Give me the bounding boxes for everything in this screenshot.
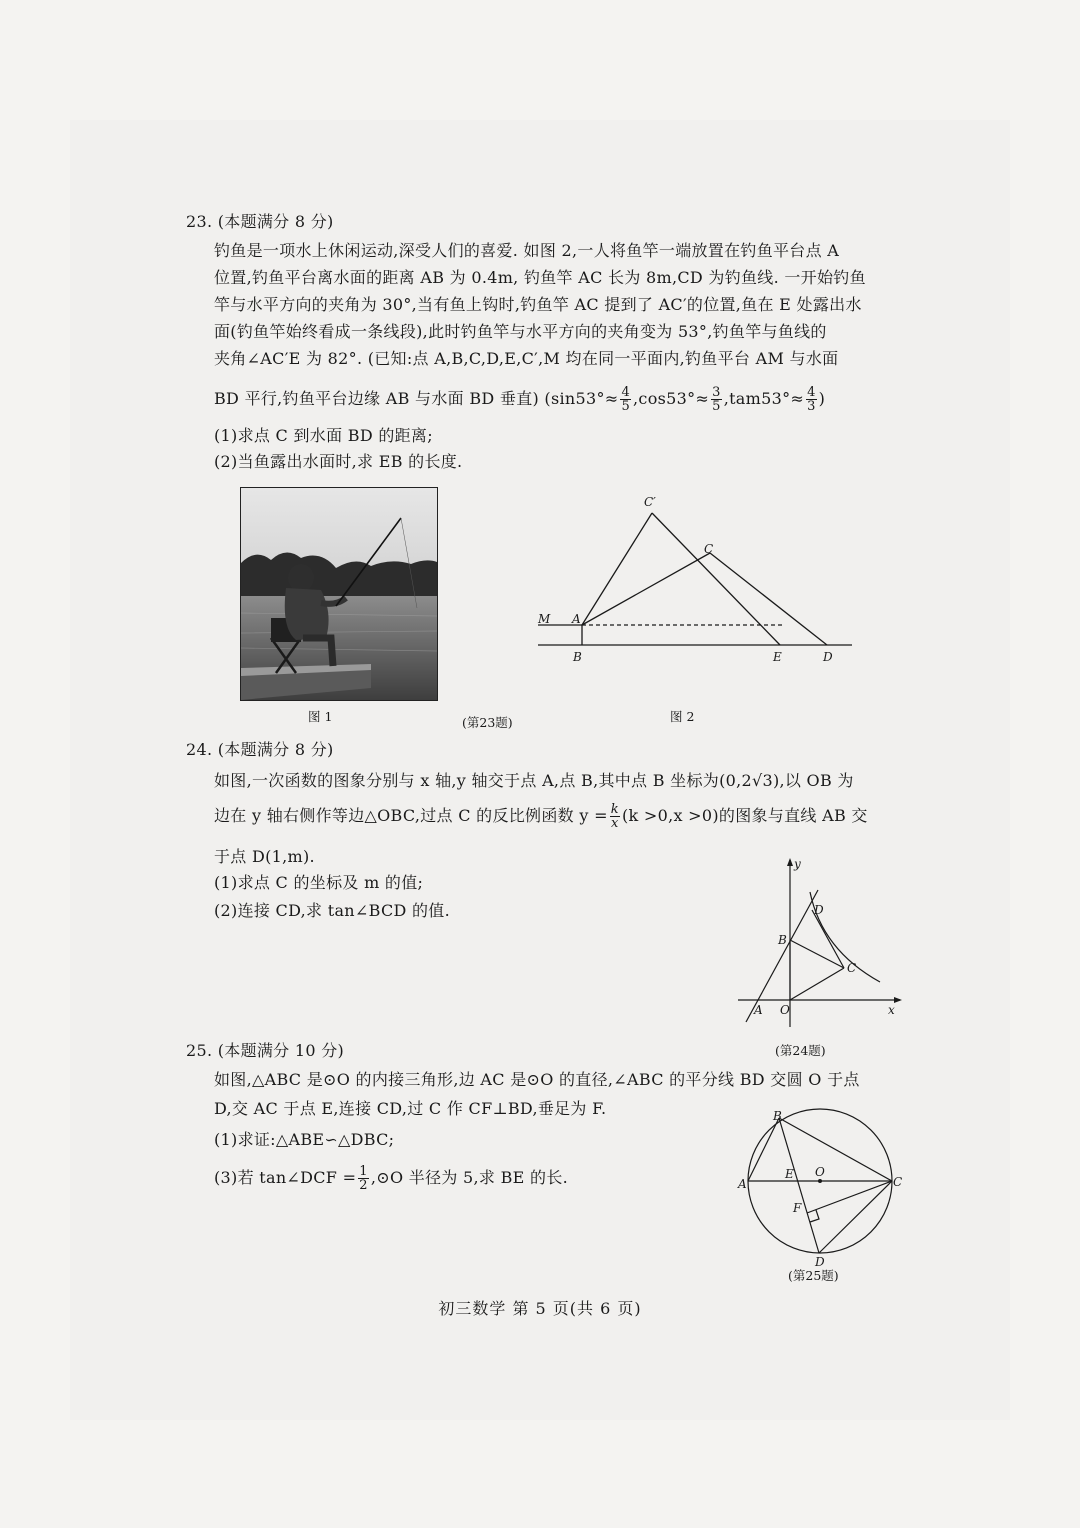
label-d: D [815,1255,825,1268]
figure-2-diagram [530,490,860,665]
segment-oc [790,968,844,1000]
fishing-photo-image [241,488,437,700]
q25-sub-3 [214,1162,568,1194]
fraction-k-over-x: $\frac{k}{x}$ [610,802,619,831]
q24-header: 24. (本题满分 8 分) [186,740,334,759]
q24-line-2a: 边在 y 轴右侧作等边△OBC,过点 C 的反比例函数 y = [214,806,608,825]
label-c-prime: C′ [644,495,656,509]
q24-sub-1: (1)求点 C 的坐标及 m 的值; [214,873,424,892]
figure-24-diagram [730,852,910,1032]
q23-line-5: 夹角∠AC′E 为 82°. (已知:点 A,B,C,D,E,C′,M 均在同一平面内,钓鱼平台 AM 与水面 [214,349,839,368]
label-o: O [815,1165,825,1179]
label-c: C [704,542,714,556]
fraction-tan: $\frac{4}{3}$ [807,385,816,414]
q24-sub-2: (2)连接 CD,求 tan∠BCD 的值. [214,901,450,920]
page-footer: 初三数学 第 5 页(共 6 页) [438,1299,642,1318]
q24-line-2 [214,800,868,832]
q23-header: 23. (本题满分 8 分) [186,212,334,231]
label-o: O [780,1003,790,1017]
figure-25-diagram [735,1108,910,1268]
center-o-dot [818,1179,822,1183]
fraction-cos: $\frac{3}{5}$ [712,385,721,414]
q25-caption: (第25题) [788,1268,839,1283]
label-d: D [814,903,824,917]
label-d: D [823,650,833,664]
q23-caption: (第23题) [462,715,513,730]
label-y: y [794,857,801,871]
segment-cf [807,1181,892,1213]
q25-header: 25. (本题满分 10 分) [186,1041,345,1060]
fraction-one-half: $\frac{1}{2}$ [359,1164,368,1193]
label-c: C [893,1175,903,1189]
q23-sub-1: (1)求点 C 到水面 BD 的距离; [214,426,433,445]
q25-sub-3b: ,⊙O 半径为 5,求 BE 的长. [370,1168,569,1187]
q24-line-3: 于点 D(1,m). [214,847,315,866]
q23-line-1: 钓鱼是一项水上休闲运动,深受人们的喜爱. 如图 2,一人将鱼竿一端放置在钓鱼平台点 A [214,241,840,260]
figure-1-caption: 图 1 [308,709,333,724]
label-f: F [793,1201,802,1215]
segment-bc [779,1118,892,1181]
figure-2-caption: 图 2 [670,709,695,724]
q24-line-1: 如图,一次函数的图象分别与 x 轴,y 轴交于点 A,点 B,其中点 B 坐标为(0,2√3),以 OB 为 [214,771,854,790]
segment-cd [819,1181,892,1253]
label-e: E [785,1167,794,1181]
rod-ac [582,553,710,625]
line-cd [710,553,827,645]
label-a: A [754,1003,763,1017]
q23-line-6d: ) [818,389,826,408]
q23-line-4: 面(钓鱼竿始终看成一条线段),此时钓鱼竿与水平方向的夹角变为 53°,钓鱼竿与鱼线的 [214,322,827,341]
label-x: x [888,1003,895,1017]
q23-line-6c: ,tam53°≈ [723,389,805,408]
label-c: C [847,961,857,975]
label-e: E [773,650,782,664]
q23-line-6a: BD 平行,钓鱼平台边缘 AB 与水面 BD 垂直) (sin53°≈ [214,389,619,408]
label-b: B [778,933,787,947]
q24-line-2b: (k >0,x >0)的图象与直线 AB 交 [621,806,868,825]
q24-caption: (第24题) [775,1043,826,1058]
label-a: A [572,612,581,626]
q23-line-3: 竿与水平方向的夹角为 30°,当有鱼上钩时,钓鱼竿 AC 提到了 AC′的位置,鱼在 E 处露出水 [214,295,862,314]
q25-sub-1: (1)求证:△ABE∽△DBC; [214,1130,395,1149]
label-b: B [573,650,582,664]
label-m: M [538,612,551,626]
fraction-sin: $\frac{4}{5}$ [621,385,631,414]
label-b: B [773,1109,782,1123]
q25-line-2: D,交 AC 于点 E,连接 CD,过 C 作 CF⊥BD,垂足为 F. [214,1099,607,1118]
segment-ab [748,1118,779,1181]
rod-ac-prime [582,513,652,625]
fishing-photo [240,487,438,701]
q25-line-1: 如图,△ABC 是⊙O 的内接三角形,边 AC 是⊙O 的直径,∠ABC 的平分线 BD 交圆 O 于点 [214,1070,860,1089]
q23-line-2: 位置,钓鱼平台离水面的距离 AB 为 0.4m, 钓鱼竿 AC 长为 8m,CD 为钓鱼线. 一开始钓鱼 [214,268,866,287]
q23-line-6b: ,cos53°≈ [633,389,710,408]
q25-sub-3a: (3)若 tan∠DCF = [214,1168,357,1187]
label-a: A [738,1177,747,1191]
q23-line-6 [214,383,825,415]
segment-bd [779,1118,819,1253]
q23-sub-2: (2)当鱼露出水面时,求 EB 的长度. [214,452,463,471]
